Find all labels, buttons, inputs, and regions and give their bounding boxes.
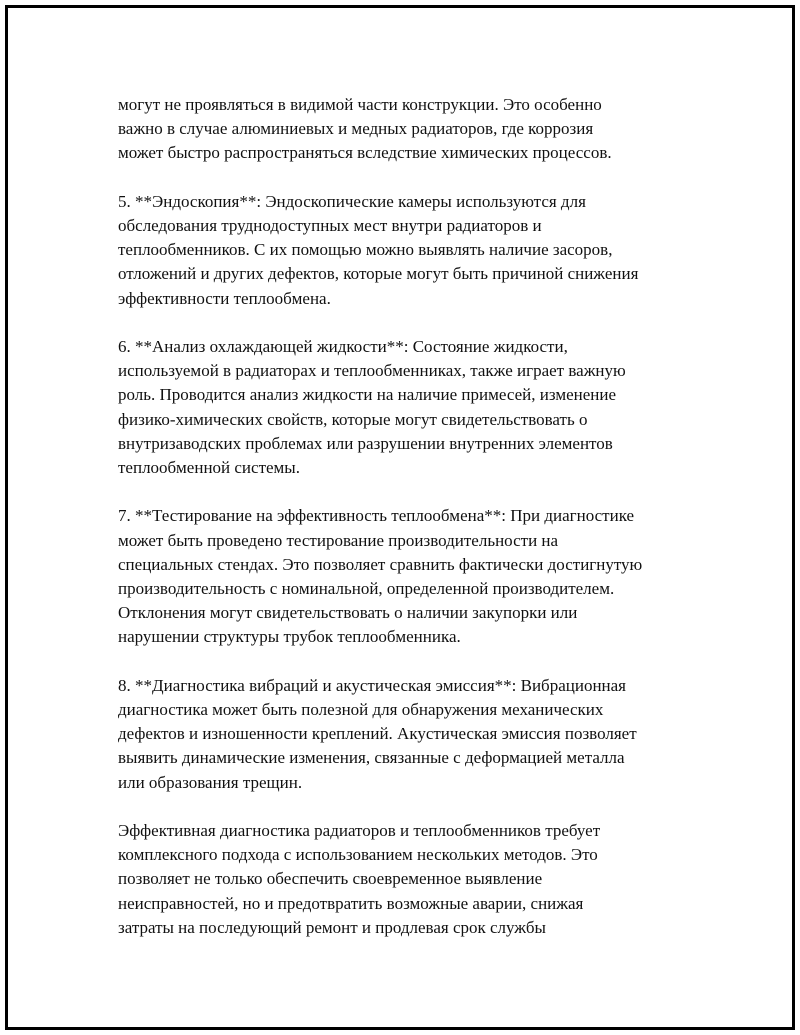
text-line: 7. **Тестирование на эффективность теплообмена**: При диагностике	[118, 506, 635, 526]
text-line: затраты на последующий ремонт и продлевая срок службы	[118, 917, 546, 937]
text-line: используемой в радиаторах и теплообменниках, также играет важную	[118, 361, 626, 381]
text-line: отложений и других дефектов, которые могут быть причиной снижения	[118, 264, 639, 284]
text-line: важно в случае алюминиевых и медных радиаторов, где коррозия	[118, 119, 594, 139]
paragraph-endoscopy	[118, 190, 698, 311]
text-line: Эффективная диагностика радиаторов и теплообменников требует	[118, 821, 601, 841]
text-line: неисправностей, но и предотвратить возможные аварии, снижая	[118, 893, 584, 913]
text-line: могут не проявляться в видимой части конструкции. Это особенно	[118, 95, 602, 114]
text-line: Отклонения могут свидетельствовать о наличии закупорки или	[118, 603, 578, 623]
text-line: теплообменной системы.	[118, 458, 300, 478]
text-line: 5. **Эндоскопия**: Эндоскопические камеры используются для	[118, 191, 586, 211]
text-line: теплообменников. С их помощью можно выявлять наличие засоров,	[118, 240, 613, 260]
text-line: выявить динамические изменения, связанные с деформацией металла	[118, 748, 625, 768]
text-line: производительность с номинальной, определенной производителем.	[118, 579, 615, 599]
paragraph-corrosion-intro	[118, 93, 698, 166]
text-line: эффективности теплообмена.	[118, 288, 331, 308]
text-line: физико-химических свойств, которые могут свидетельствовать о	[118, 409, 588, 429]
text-line: роль. Проводится анализ жидкости на наличие примесей, изменение	[118, 385, 617, 405]
text-line: нарушении структуры трубок теплообменника.	[118, 627, 461, 647]
text-line: 8. **Диагностика вибраций и акустическая эмиссия**: Вибрационная	[118, 675, 626, 695]
paragraph-conclusion	[118, 819, 698, 940]
text-line: комплексного подхода с использованием нескольких методов. Это	[118, 845, 598, 865]
paragraph-efficiency-testing	[118, 504, 698, 649]
document-body	[118, 93, 698, 964]
text-line: позволяет не только обеспечить своевременное выявление	[118, 869, 543, 889]
text-line: дефектов и изношенности креплений. Акустическая эмиссия позволяет	[118, 724, 637, 744]
text-line: специальных стендах. Это позволяет сравнить фактически достигнутую	[118, 554, 643, 574]
paragraph-vibration-diagnostics	[118, 674, 698, 795]
text-line: или образования трещин.	[118, 772, 303, 792]
text-line: диагностика может быть полезной для обнаружения механических	[118, 700, 604, 720]
text-line: может быстро распространяться вследствие химических процессов.	[118, 143, 612, 163]
text-line: 6. **Анализ охлаждающей жидкости**: Состояние жидкости,	[118, 337, 568, 356]
text-line: обследования труднодоступных мест внутри радиаторов и	[118, 216, 542, 235]
text-line: внутризаводских проблемах или разрушении внутренних элементов	[118, 433, 613, 453]
paragraph-coolant-analysis	[118, 335, 698, 480]
text-line: может быть проведено тестирование производительности на	[118, 530, 559, 550]
